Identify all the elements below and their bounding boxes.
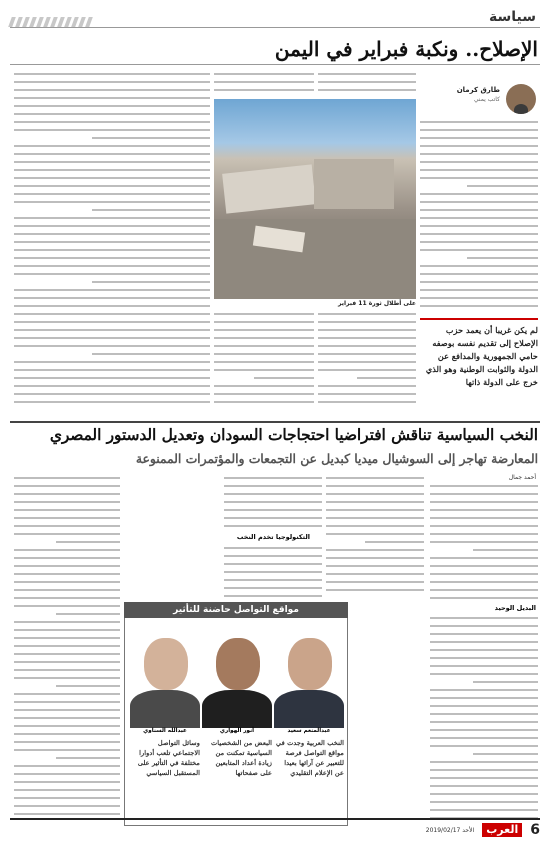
text-line <box>14 270 210 278</box>
text-line <box>14 190 210 198</box>
text-line <box>224 498 322 506</box>
text-line <box>14 498 120 506</box>
text-line <box>420 206 538 214</box>
text-line <box>14 214 210 222</box>
text-line <box>318 382 416 390</box>
text-line <box>214 86 314 94</box>
text-line <box>14 706 120 714</box>
text-line <box>214 358 314 366</box>
text-line <box>14 490 120 498</box>
text-line <box>318 334 416 342</box>
text-line <box>92 134 210 142</box>
text-line <box>214 70 314 78</box>
text-line <box>430 514 538 522</box>
text-line <box>14 810 120 818</box>
text-line <box>224 482 322 490</box>
text-line <box>14 546 120 554</box>
portrait-2 <box>202 624 272 728</box>
text-line <box>224 474 322 482</box>
text-line <box>14 390 210 398</box>
text-line <box>430 662 538 670</box>
text-line <box>430 586 538 594</box>
text-line <box>214 310 314 318</box>
photo-caption: على أطلال ثورة 11 فبراير <box>338 300 416 307</box>
text-line <box>224 522 322 530</box>
text-line <box>14 126 210 134</box>
text-line <box>56 538 120 546</box>
text-line <box>420 174 538 182</box>
headline-divider <box>10 64 540 65</box>
text-line <box>420 302 538 310</box>
text-line <box>326 586 424 594</box>
text-line <box>430 554 538 562</box>
text-line <box>224 490 322 498</box>
text-line <box>14 150 210 158</box>
text-line <box>14 738 120 746</box>
text-line <box>14 102 210 110</box>
text-line <box>14 514 120 522</box>
text-line <box>14 94 210 102</box>
text-line <box>14 342 210 350</box>
text-line <box>420 126 538 134</box>
text-line <box>14 634 120 642</box>
text-line <box>318 358 416 366</box>
text-line <box>14 334 210 342</box>
footer-date: الأحد 2019/02/17 <box>425 826 475 834</box>
person-3-quote: وسائل التواصل الاجتماعي تلعب أدوارا مختلفة في التأثير على المستقبل السياسي <box>137 739 200 777</box>
text-line <box>326 554 424 562</box>
person-1-name: عبدالمنعم سعيد <box>287 728 331 734</box>
text-line <box>14 174 210 182</box>
text-line <box>254 374 314 382</box>
text-line <box>214 390 314 398</box>
text-line <box>14 382 210 390</box>
article2-subheadline: المعارضة تهاجر إلى السوشيال ميديا كبديل عن التجمعات والمؤتمرات الممنوعة <box>135 451 538 466</box>
text-line <box>14 198 210 206</box>
text-line <box>467 182 538 190</box>
text-line <box>326 474 424 482</box>
text-line <box>420 134 538 142</box>
text-line <box>430 766 538 774</box>
text-line <box>420 214 538 222</box>
text-line <box>14 642 120 650</box>
text-line <box>430 570 538 578</box>
text-line <box>430 694 538 702</box>
person-3-name: عبدالله السناوي <box>143 728 187 734</box>
text-line <box>326 490 424 498</box>
text-line <box>92 350 210 358</box>
text-line <box>430 790 538 798</box>
text-line <box>14 690 120 698</box>
text-line <box>56 682 120 690</box>
text-line <box>420 230 538 238</box>
text-line <box>420 150 538 158</box>
text-line <box>430 734 538 742</box>
text-line <box>14 310 210 318</box>
text-line <box>430 654 538 662</box>
text-line <box>214 398 314 406</box>
text-line <box>473 750 538 758</box>
person-2-name: أنور الهواري <box>219 728 255 734</box>
text-line <box>430 506 538 514</box>
text-line <box>420 142 538 150</box>
text-line <box>56 754 120 762</box>
text-line <box>92 206 210 214</box>
article1-column-1 <box>420 118 538 314</box>
text-line <box>56 610 120 618</box>
text-line <box>14 374 210 382</box>
article2-column-4 <box>14 474 120 824</box>
text-line <box>224 544 322 552</box>
text-line <box>14 786 120 794</box>
text-line <box>326 506 424 514</box>
text-line <box>14 166 210 174</box>
text-line <box>14 802 120 810</box>
text-line <box>430 562 538 570</box>
article1-column-2-top <box>318 70 416 97</box>
text-line <box>326 578 424 586</box>
subhead-technology: التكنولوجيا تخدم النخب <box>236 533 310 541</box>
text-line <box>357 374 416 382</box>
text-line <box>14 594 120 602</box>
article-divider <box>10 421 540 423</box>
text-line <box>224 552 322 560</box>
text-line <box>14 562 120 570</box>
text-line <box>14 770 120 778</box>
text-line <box>430 710 538 718</box>
pull-quote: لم يكن غريبا أن يعمد حزب الإصلاح إلى تقديم نفسه بوصفه حامي الجمهورية والمدافع عن الدولة والثوابت الوطنية وهو الذي خرج على الدولة ذاتها <box>420 318 538 418</box>
text-line <box>224 568 322 576</box>
text-line <box>224 514 322 522</box>
text-line <box>14 762 120 770</box>
text-line <box>430 498 538 506</box>
text-line <box>420 118 538 126</box>
article1-photo <box>214 99 416 299</box>
text-line <box>14 506 120 514</box>
text-line <box>14 730 120 738</box>
text-line <box>430 726 538 734</box>
text-line <box>473 546 538 554</box>
text-line <box>14 698 120 706</box>
text-line <box>318 390 416 398</box>
article1-column-3-bottom <box>214 310 314 412</box>
text-line <box>420 190 538 198</box>
article1-column-2-bottom <box>318 310 416 412</box>
text-line <box>14 326 210 334</box>
text-line <box>214 78 314 86</box>
box-title: مواقع التواصل حاضنة للتأثير <box>124 602 348 618</box>
text-line <box>365 538 424 546</box>
text-line <box>14 578 120 586</box>
text-line <box>318 86 416 94</box>
text-line <box>14 618 120 626</box>
text-line <box>14 294 210 302</box>
text-line <box>14 570 120 578</box>
text-line <box>92 278 210 286</box>
text-line <box>224 576 322 584</box>
text-line <box>430 742 538 750</box>
text-line <box>14 158 210 166</box>
article2-headline: النخب السياسية تناقش افتراضيا احتجاجات السودان وتعديل الدستور المصري <box>49 426 538 444</box>
text-line <box>214 382 314 390</box>
text-line <box>224 592 322 600</box>
text-line <box>14 238 210 246</box>
text-line <box>326 562 424 570</box>
text-line <box>430 686 538 694</box>
text-line <box>224 584 322 592</box>
text-line <box>14 658 120 666</box>
text-line <box>14 602 120 610</box>
text-line <box>14 714 120 722</box>
text-line <box>430 638 538 646</box>
text-line <box>14 746 120 754</box>
text-line <box>14 722 120 730</box>
person-1-quote: النخب العربية وجدت في مواقع التواصل فرصة للتعبير عن آرائها بعيدا عن الإعلام التقليدي <box>276 739 344 777</box>
text-line <box>420 238 538 246</box>
text-line <box>14 530 120 538</box>
text-line <box>318 366 416 374</box>
text-line <box>14 666 120 674</box>
text-line <box>14 554 120 562</box>
author-name: طارق كرمان <box>456 86 500 94</box>
text-line <box>430 578 538 586</box>
text-line <box>326 522 424 530</box>
text-line <box>224 506 322 514</box>
text-line <box>430 782 538 790</box>
text-line <box>430 594 538 602</box>
text-line <box>420 246 538 254</box>
text-line <box>420 198 538 206</box>
page-footer <box>10 818 540 838</box>
text-line <box>467 254 538 262</box>
text-line <box>420 166 538 174</box>
text-line <box>14 246 210 254</box>
text-line <box>14 262 210 270</box>
text-line <box>430 530 538 538</box>
text-line <box>318 310 416 318</box>
text-line <box>14 286 210 294</box>
portrait-3 <box>130 624 200 728</box>
text-line <box>430 522 538 530</box>
text-line <box>318 350 416 358</box>
text-line <box>14 118 210 126</box>
text-line <box>318 78 416 86</box>
text-line <box>326 530 424 538</box>
text-line <box>14 222 210 230</box>
text-line <box>14 794 120 802</box>
text-line <box>14 230 210 238</box>
text-line <box>430 538 538 546</box>
text-line <box>14 522 120 530</box>
text-line <box>326 570 424 578</box>
text-line <box>430 806 538 814</box>
text-line <box>420 286 538 294</box>
text-line <box>420 158 538 166</box>
text-line <box>14 626 120 634</box>
article1-column-4 <box>14 70 210 412</box>
text-line <box>473 678 538 686</box>
text-line <box>14 142 210 150</box>
text-line <box>14 254 210 262</box>
article1-headline: الإصلاح.. ونكبة فبراير في اليمن <box>274 37 538 61</box>
text-line <box>420 294 538 302</box>
text-line <box>430 482 538 490</box>
article2-column-1 <box>430 482 538 602</box>
text-line <box>14 318 210 326</box>
text-line <box>214 342 314 350</box>
text-line <box>14 586 120 594</box>
text-line <box>14 398 210 406</box>
text-line <box>214 350 314 358</box>
text-line <box>14 474 120 482</box>
text-line <box>420 278 538 286</box>
text-line <box>214 318 314 326</box>
text-line <box>224 560 322 568</box>
article1-column-3-top <box>214 70 314 97</box>
text-line <box>326 514 424 522</box>
person-2-quote: البعض من الشخصيات السياسية تمكنت من زيادة أعداد المتابعين على صفحاتها <box>211 739 272 777</box>
author-photo <box>506 84 536 114</box>
text-line <box>420 222 538 230</box>
text-line <box>430 718 538 726</box>
author-role: كاتب يمني <box>473 96 500 103</box>
section-name: سياسة <box>489 8 536 25</box>
text-line <box>318 326 416 334</box>
text-line <box>14 302 210 310</box>
text-line <box>14 778 120 786</box>
text-line <box>318 398 416 406</box>
text-line <box>430 798 538 806</box>
text-line <box>430 702 538 710</box>
newspaper-logo: العرب <box>482 823 522 837</box>
text-line <box>214 326 314 334</box>
article2-byline: أحمد جمال <box>508 474 536 481</box>
text-line <box>14 650 120 658</box>
text-line <box>14 70 210 78</box>
text-line <box>430 490 538 498</box>
text-line <box>214 366 314 374</box>
text-line <box>326 546 424 554</box>
article2-column-1b <box>430 614 538 826</box>
text-line <box>326 498 424 506</box>
text-line <box>14 482 120 490</box>
page-number: 6 <box>530 822 540 838</box>
section-decoration <box>10 12 100 22</box>
text-line <box>430 774 538 782</box>
subhead-alternative: البديل الوحيد <box>494 604 536 612</box>
text-line <box>14 674 120 682</box>
text-line <box>318 70 416 78</box>
text-line <box>14 366 210 374</box>
text-line <box>430 630 538 638</box>
text-line <box>14 358 210 366</box>
text-line <box>430 614 538 622</box>
article2-column-3a <box>224 474 322 530</box>
text-line <box>326 482 424 490</box>
article2-column-3b <box>224 544 322 600</box>
text-line <box>318 342 416 350</box>
text-line <box>430 622 538 630</box>
article2-column-2 <box>326 474 424 600</box>
text-line <box>318 318 416 326</box>
text-line <box>420 270 538 278</box>
text-line <box>430 670 538 678</box>
text-line <box>14 86 210 94</box>
text-line <box>214 334 314 342</box>
text-line <box>430 646 538 654</box>
portrait-1 <box>274 624 344 728</box>
text-line <box>14 110 210 118</box>
text-line <box>430 758 538 766</box>
text-line <box>14 182 210 190</box>
text-line <box>14 78 210 86</box>
text-line <box>420 262 538 270</box>
